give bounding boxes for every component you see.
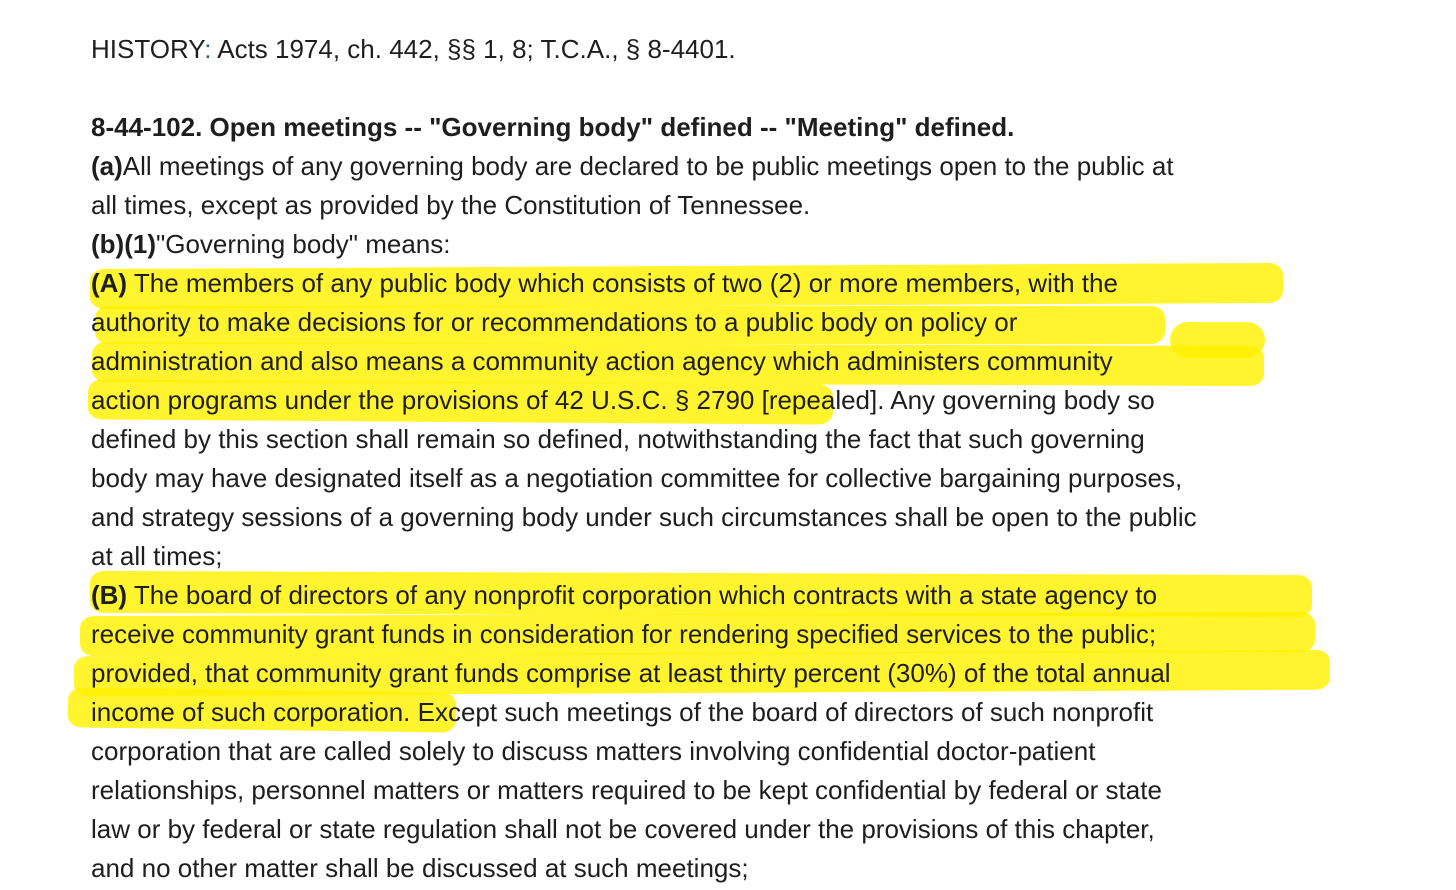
paragraph-A-line-3: administration and also means a community action agency which administers community	[91, 346, 1113, 376]
paragraph-A-line-8: at all times;	[91, 541, 223, 571]
history-text: Acts 1974, ch. 442, §§ 1, 8; T.C.A., § 8-4401.	[211, 34, 736, 64]
paragraph-B-line-4: income of such corporation. Except such meetings of the board of directors of such nonprofit	[91, 697, 1154, 727]
paragraph-A-line-1	[91, 264, 1421, 303]
blank-line	[91, 69, 1421, 108]
paragraph-B-line-6: relationships, personnel matters or matters required to be kept confidential by federal or state	[91, 775, 1162, 805]
subsection-b1-line	[91, 225, 1421, 264]
subsection-b1-text: "Governing body" means:	[155, 229, 451, 259]
history-label: HISTORY	[91, 34, 205, 64]
statute-document	[91, 30, 1421, 888]
history-line	[91, 30, 1421, 69]
history-colon: :	[204, 34, 212, 64]
paragraph-B-line-8: and no other matter shall be discussed at such meetings;	[91, 853, 749, 883]
subsection-a-marker: (a)	[91, 151, 123, 181]
paragraph-A-text-1: The members of any public body which consists of two (2) or more members, with the	[127, 268, 1118, 298]
paragraph-A-line-4: action programs under the provisions of 42 U.S.C. § 2790 [repealed]. Any governing body so	[91, 385, 1155, 415]
paragraph-B-text-1: The board of directors of any nonprofit corporation which contracts with a state agency to	[127, 580, 1158, 610]
paragraph-A-marker: (A)	[91, 268, 128, 298]
paragraph-A-line-2: authority to make decisions for or recommendations to a public body on policy or	[91, 307, 1018, 337]
section-heading: 8-44-102. Open meetings -- "Governing body" defined -- "Meeting" defined.	[91, 112, 1015, 142]
paragraph-B-marker: (B)	[91, 580, 128, 610]
paragraph-A-line-7: and strategy sessions of a governing body under such circumstances shall be open to the public	[91, 502, 1197, 532]
paragraph-B-line-5: corporation that are called solely to discuss matters involving confidential doctor-patient	[91, 736, 1096, 766]
paragraph-B-line-2: receive community grant funds in consideration for rendering specified services to the public;	[91, 619, 1157, 649]
paragraph-B-line-1	[91, 576, 1421, 615]
subsection-a-line-2: all times, except as provided by the Constitution of Tennessee.	[91, 190, 811, 220]
paragraph-A-line-5: defined by this section shall remain so defined, notwithstanding the fact that such governing	[91, 424, 1145, 454]
paragraph-B-line-7: law or by federal or state regulation shall not be covered under the provisions of this chapter,	[91, 814, 1155, 844]
paragraph-B-line-3: provided, that community grant funds comprise at least thirty percent (30%) of the total annual	[91, 658, 1171, 688]
subsection-a-text-1: All meetings of any governing body are declared to be public meetings open to the public at	[122, 151, 1174, 181]
subsection-b1-marker: (b)(1)	[91, 229, 156, 259]
paragraph-A-line-6: body may have designated itself as a negotiation committee for collective bargaining purposes,	[91, 463, 1183, 493]
subsection-a-line-1	[91, 147, 1421, 186]
